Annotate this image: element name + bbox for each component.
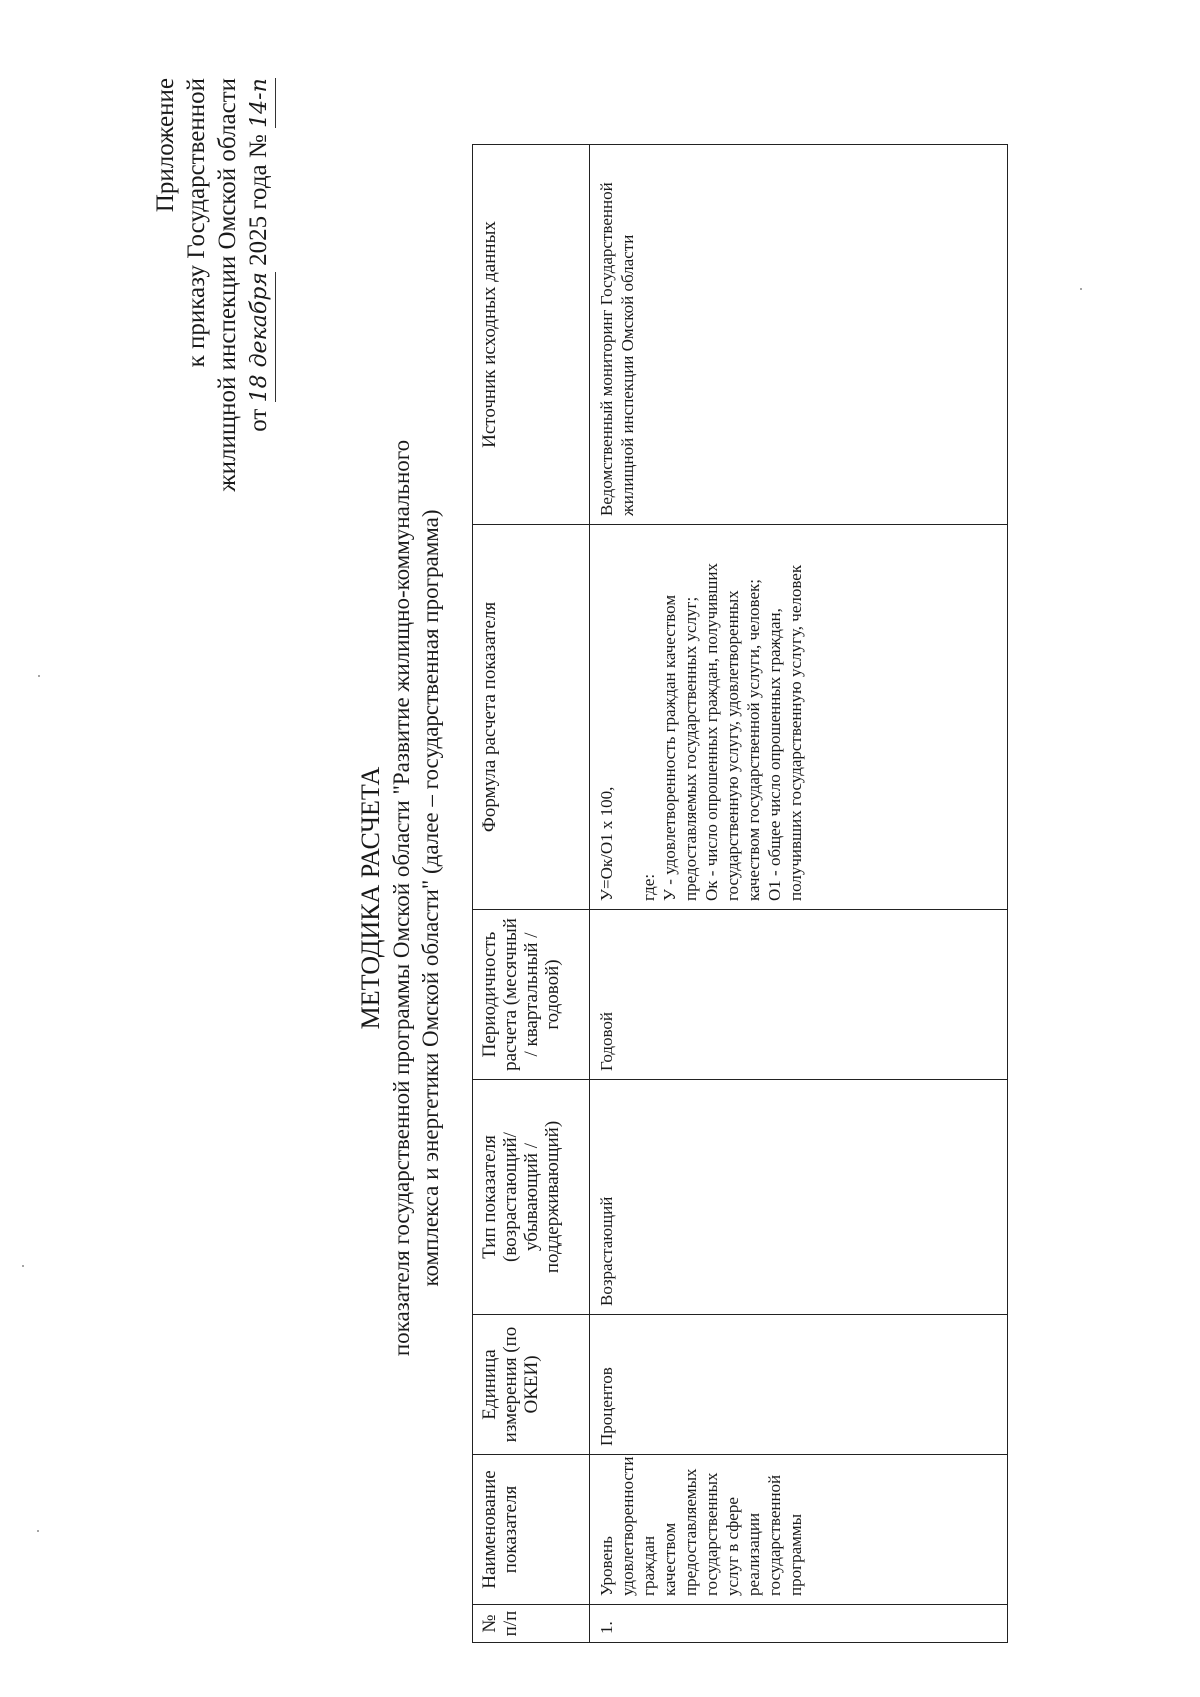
document-title: МЕТОДИКА РАСЧЕТА [356, 766, 385, 1030]
handwritten-number: 14-п [244, 78, 276, 128]
appendix-order-ref: к приказу Государственной [183, 78, 210, 368]
year-number-text: 2025 года № [245, 134, 272, 266]
scan-speck [38, 675, 40, 677]
header-source: Источник исходных данных [473, 145, 590, 525]
scan-speck [37, 1530, 39, 1532]
cell-formula: У=Ок/О1 х 100, где: У - удовлетворенность граждан качеством предоставляемых государственных услуг; Ок - число опрошенных граждан, получивших государственную услугу, удовлетворенных качеством государственной услуги, человек; О1 - общее число опрошенных граждан, получивших государственную услугу, человек [590, 525, 1008, 910]
header-formula: Формула расчета показателя [473, 525, 590, 910]
header-periodicity: Периодичность расчета (месячный / квартальный / годовой) [473, 910, 590, 1080]
cell-indicator-name: Уровень удовлетворенности граждан качеством предоставляемых государственных услуг в сфере реализации государственной программы [590, 1455, 1008, 1605]
rotated-document-page [110, 38, 1090, 1658]
cell-periodicity: Годовой [590, 910, 1008, 1080]
appendix-authority: жилищной инспекции Омской области [214, 78, 241, 492]
appendix-date-line [243, 78, 276, 718]
cell-source: Ведомственный мониторинг Государственной жилищной инспекции Омской области [590, 145, 1008, 525]
cell-number: 1. [590, 1605, 1008, 1643]
title-block [355, 248, 445, 1548]
table-header-row [473, 145, 590, 1643]
from-prefix: от [245, 408, 272, 432]
header-number: № п/п [473, 1605, 590, 1643]
methodology-table [472, 144, 1008, 1643]
table-row [590, 145, 1008, 1643]
appendix-block [150, 78, 276, 718]
cell-unit: Процентов [590, 1315, 1008, 1455]
document-subtitle-1: показателя государственной программы Омской области "Развитие жилищно-коммунального [389, 439, 414, 1357]
header-unit: Единица измерения (по ОКЕИ) [473, 1315, 590, 1455]
appendix-heading: Приложение [152, 78, 179, 213]
header-indicator-name: Наименование показателя [473, 1455, 590, 1605]
handwritten-date: 18 декабря [244, 272, 276, 402]
cell-indicator-type: Возрастающий [590, 1080, 1008, 1315]
document-subtitle-2: комплекса и энергетики Омской области" (далее – государственная программа) [418, 509, 443, 1287]
header-indicator-type: Тип показателя (возрастающий/ убывающий / поддерживающий) [473, 1080, 590, 1315]
scan-speck [22, 1265, 24, 1267]
